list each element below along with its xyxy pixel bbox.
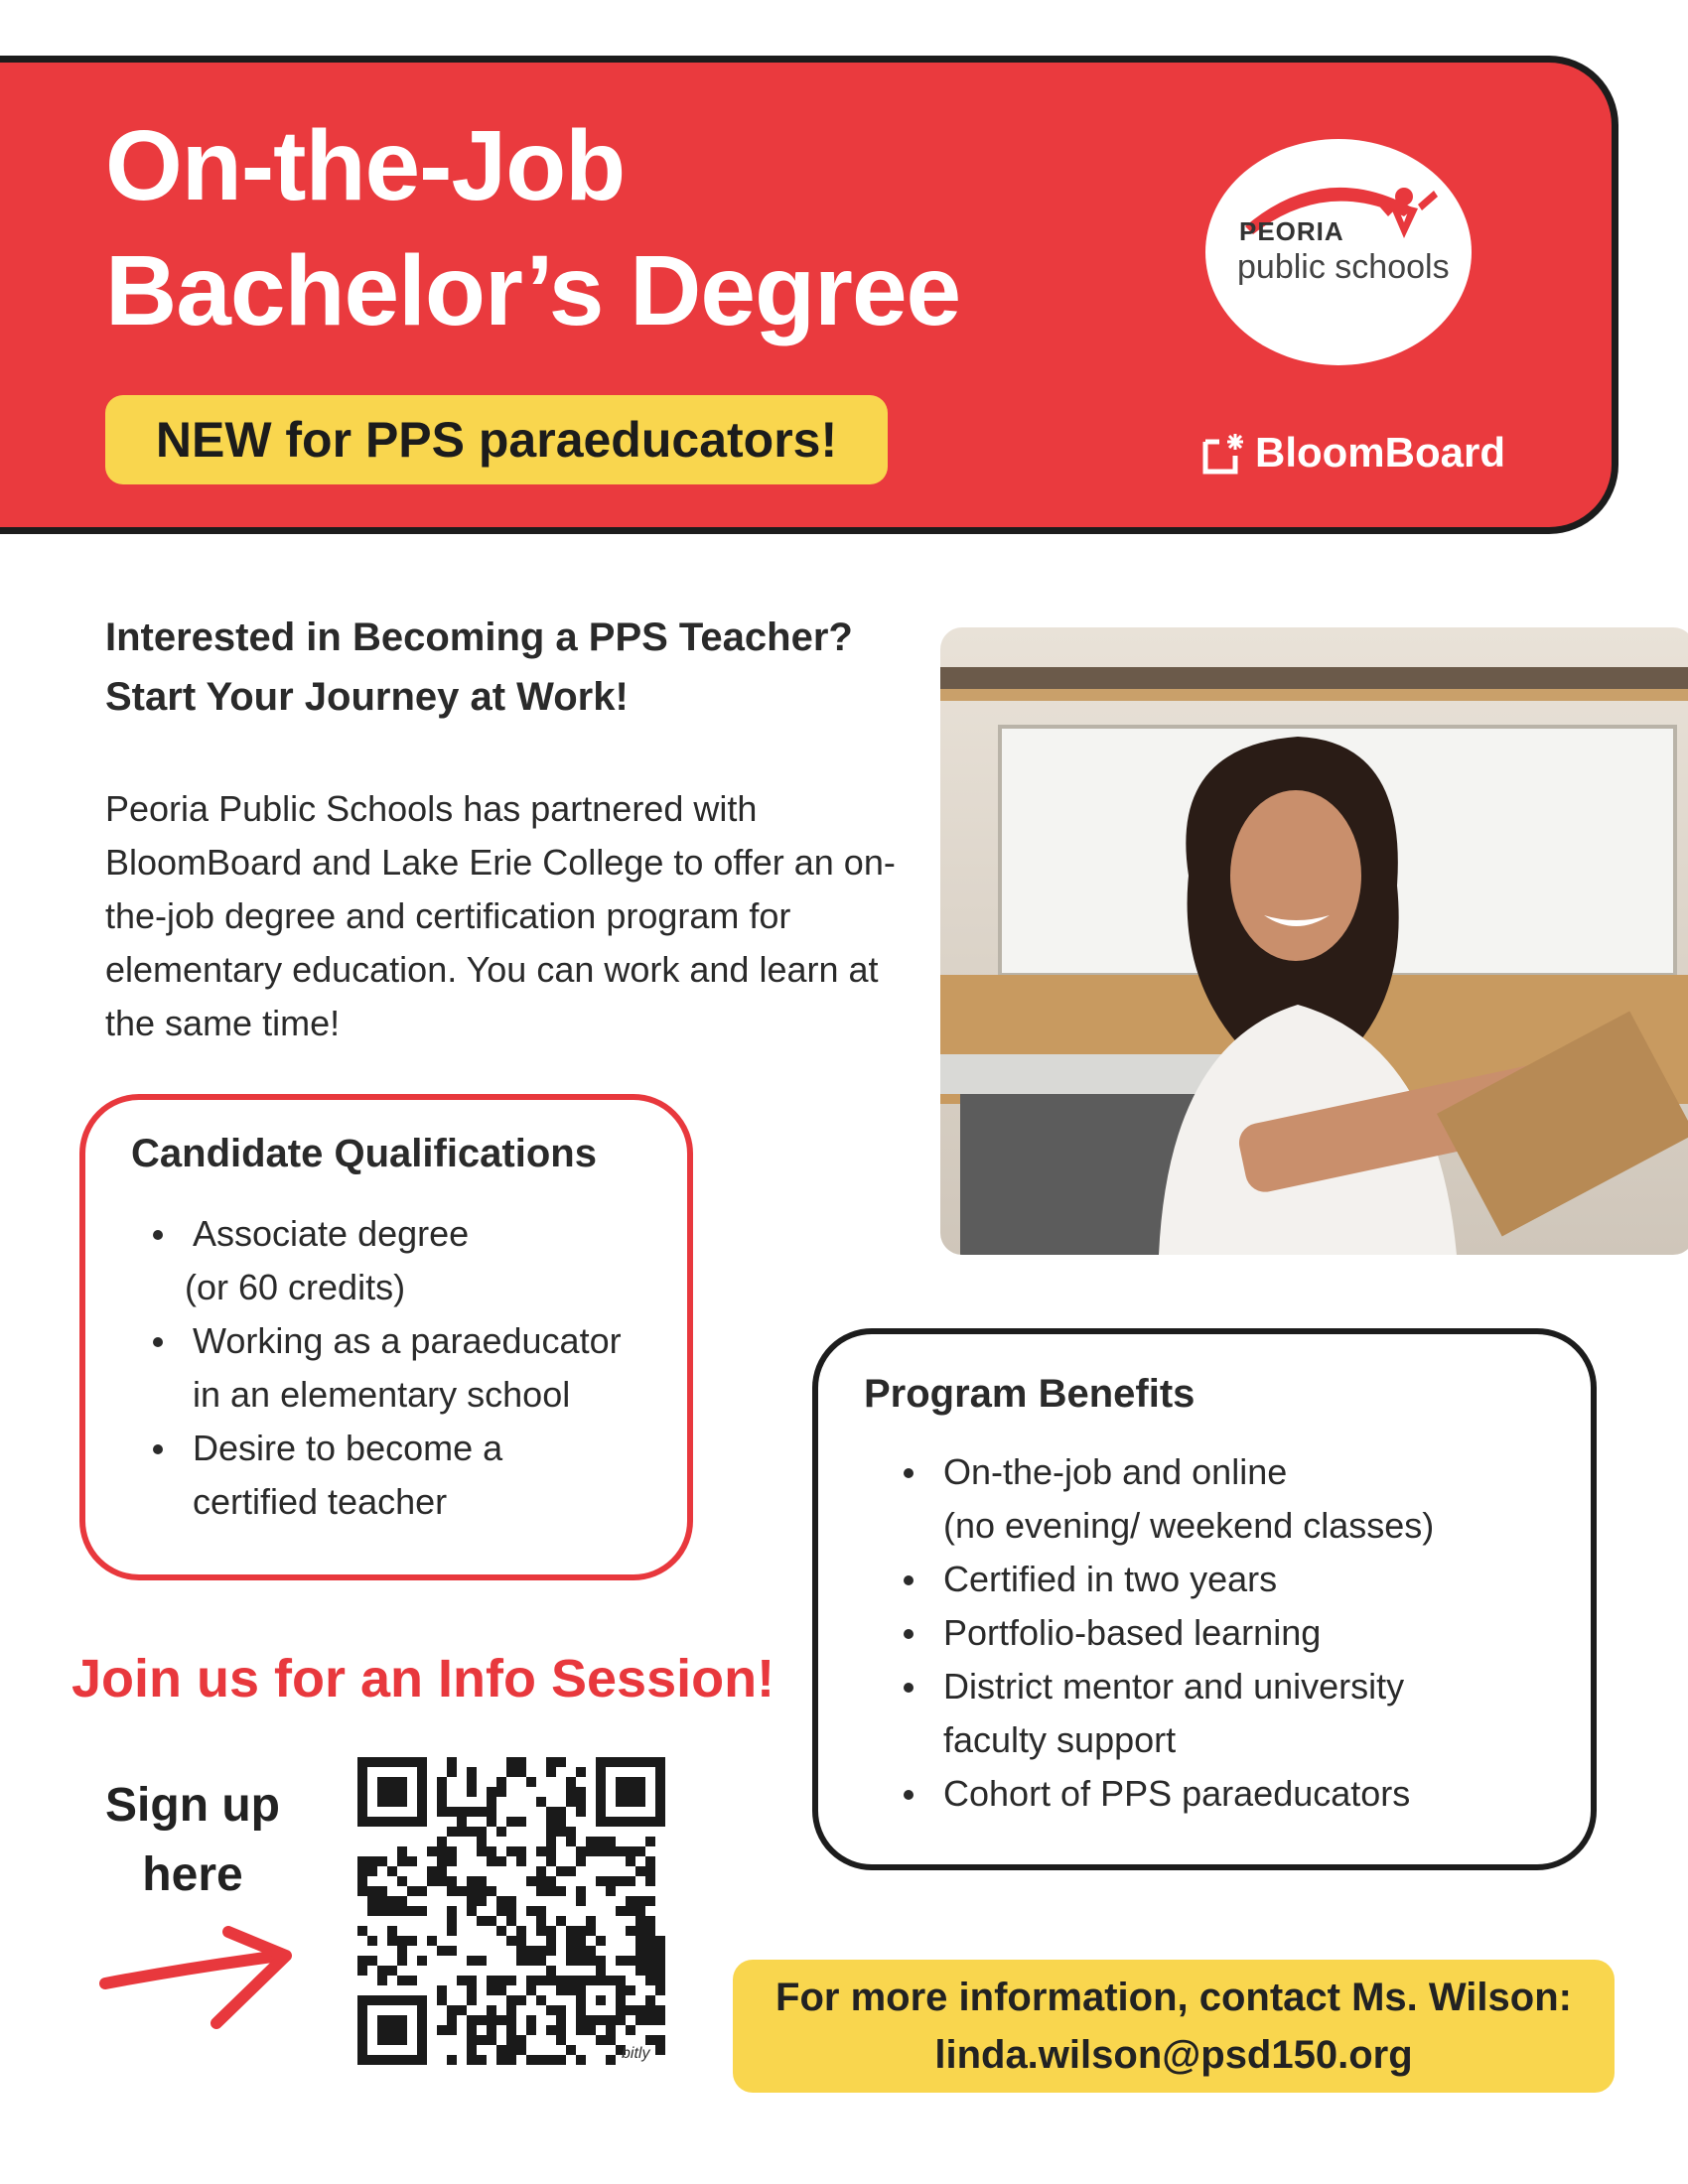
intro-headline	[105, 608, 900, 727]
list-item	[149, 1207, 665, 1314]
list-item-line: Certified in two years	[943, 1559, 1278, 1599]
list-item	[900, 1767, 1575, 1821]
qualifications-list	[149, 1207, 665, 1529]
page-title	[105, 103, 960, 353]
intro-headline-line-1: Interested in Becoming a PPS Teacher?	[105, 615, 853, 659]
list-item	[900, 1445, 1575, 1553]
partner-logo-text: BloomBoard	[1255, 429, 1505, 476]
district-logo-line-1: PEORIA	[1239, 216, 1344, 246]
partner-logo	[1201, 429, 1505, 477]
teacher-photo	[940, 627, 1688, 1255]
qr-brand-label: bitly	[622, 2045, 650, 2062]
intro-body: Peoria Public Schools has partnered with BloomBoard and Lake Erie College to offer an on-the-job degree and certification program for elementary education. You can work and learn at the same time!	[105, 788, 896, 1043]
list-item-line: Portfolio-based learning	[943, 1612, 1322, 1653]
contact-box	[733, 1960, 1615, 2093]
tagline-badge: NEW for PPS paraeducators!	[105, 395, 888, 484]
list-item-line: District mentor and university	[943, 1666, 1405, 1706]
qualifications-title: Candidate Qualifications	[131, 1132, 597, 1175]
title-line-2: Bachelor’s Degree	[105, 235, 961, 346]
bloomboard-star-icon	[1201, 430, 1247, 476]
info-session-heading: Join us for an Info Session!	[71, 1649, 775, 1708]
list-item-line: On-the-job and online	[943, 1451, 1288, 1492]
benefits-list	[900, 1445, 1575, 1821]
intro-headline-line-2: Start Your Journey at Work!	[105, 675, 629, 719]
list-item-line: certified teacher	[193, 1481, 448, 1522]
benefits-title: Program Benefits	[864, 1372, 1196, 1416]
district-logo-line-2: public schools	[1237, 248, 1450, 286]
signup-label	[93, 1771, 292, 1910]
title-line-1: On-the-Job	[105, 110, 626, 221]
list-item-line: Desire to become a	[193, 1428, 503, 1468]
signup-line-1: Sign up	[105, 1779, 280, 1832]
list-item-line: faculty support	[943, 1719, 1177, 1760]
list-item-line: Cohort of PPS paraeducators	[943, 1773, 1411, 1814]
list-item	[149, 1422, 665, 1529]
list-item-line: in an elementary school	[193, 1374, 571, 1415]
signup-line-2: here	[142, 1848, 243, 1901]
list-item-line: (or 60 credits)	[185, 1267, 406, 1307]
list-item	[900, 1606, 1575, 1660]
list-item-line: Associate degree	[193, 1213, 470, 1254]
list-item	[900, 1660, 1575, 1767]
contact-email-link[interactable]: linda.wilson@psd150.org	[934, 2033, 1413, 2077]
list-item-line: (no evening/ weekend classes)	[943, 1505, 1435, 1546]
red-arrow-icon	[99, 1926, 298, 2035]
list-item	[900, 1553, 1575, 1606]
qualifications-card	[79, 1094, 693, 1580]
signup-qr-code[interactable]	[357, 1757, 665, 2070]
list-item	[149, 1314, 665, 1422]
contact-text: For more information, contact Ms. Wilson:	[775, 1976, 1572, 2019]
benefits-card	[812, 1328, 1597, 1870]
list-item-line: Working as a paraeducator	[193, 1320, 622, 1361]
